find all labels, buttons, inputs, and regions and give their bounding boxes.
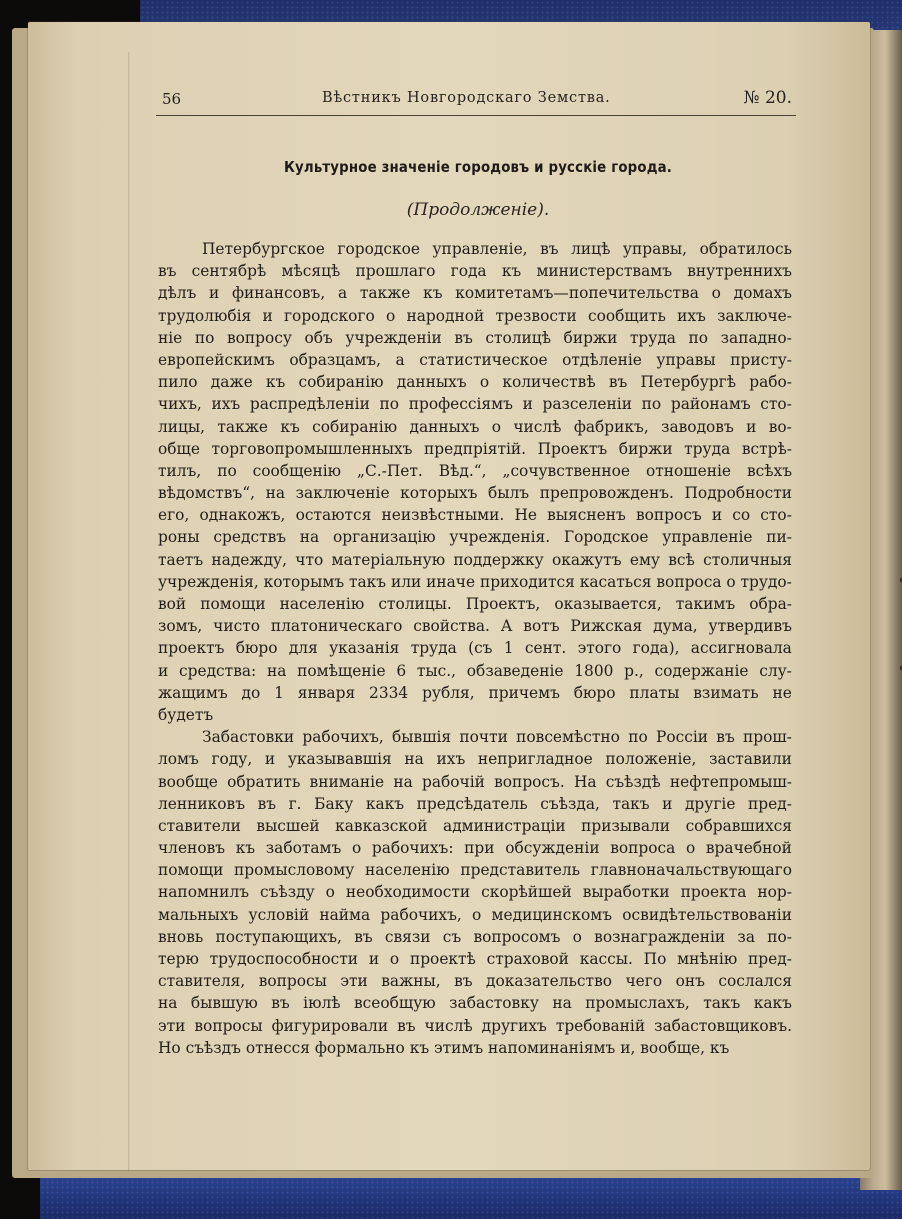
text-line: членовъ къ заботамъ о рабочихъ: при обсужденіи вопроса о врачебной: [158, 839, 792, 858]
text-line: проектъ бюро для указанія труда (съ 1 сент. этого года), ассигновала: [158, 639, 792, 658]
text-line: помощи промысловому населенію представитель главноначальствующаго: [158, 861, 792, 880]
text-line: и средства: на помѣщеніе 6 тыс., обзаведеніе 1800 р., содержаніе слу-: [158, 661, 792, 680]
text-line: будетъ: [158, 705, 214, 724]
journal-title: Вѣстникъ Новгородскаго Земства.: [322, 90, 611, 106]
text-line: напомнилъ съѣзду о необходимости скорѣйшей выработки проекта нор-: [158, 883, 792, 902]
text-line: мальныхъ условій найма рабочихъ, о медицинскомъ освидѣтельствованіи: [158, 905, 792, 924]
article-title: Культурное значенiе городовъ и русскiе города.: [283, 158, 673, 176]
text-line: его, однакожъ, остаются неизвѣстными. Не выясненъ вопросъ и со сто-: [158, 506, 792, 525]
text-line: тилъ, по сообщенію „С.-Пет. Вѣд.“, „сочувственное отношеніе всѣхъ: [158, 461, 792, 480]
text-line: на бывшую въ іюлѣ всеобщую забастовку на промыслахъ, такъ какъ: [158, 994, 792, 1013]
text-line: вообще обратить вниманіе на рабочій вопросъ. На съѣздѣ нефтепромыш-: [158, 772, 792, 791]
text-line: таетъ надежду, что матеріальную поддержку окажутъ ему всѣ столичныя: [158, 550, 792, 569]
running-header: [160, 90, 796, 114]
text-line: зомъ, чисто платоническаго свойства. А вотъ Рижская дума, утвердивъ: [158, 617, 792, 636]
text-line: Петербургское городское управленіе, въ лицѣ управы, обратилось: [202, 240, 792, 258]
text-line: вѣдомствъ“, на заключеніе которыхъ былъ препровожденъ. Подробности: [158, 484, 792, 503]
text-line: европейскимъ образцамъ, а статистическое отдѣленіе управы присту-: [158, 350, 792, 369]
text-line: Но съѣздъ отнесся формально къ этимъ напоминаніямъ и, вообще, къ: [158, 1038, 730, 1057]
text-line: учрежденія, которымъ такъ или иначе приходится касаться вопроса о трудо-: [158, 572, 792, 591]
text-line: терю трудоспособности и о проектѣ страховой кассы. По мнѣнію пред-: [158, 950, 792, 968]
gutter-fold: [128, 52, 131, 1172]
text-line: ломъ году, и указывавшія на ихъ непригладное положеніе, заставили: [158, 750, 792, 769]
text-line: пило даже къ собиранію данныхъ о количествѣ въ Петербургѣ рабо-: [158, 373, 792, 392]
text-line: эти вопросы фигурировали въ числѣ другихъ требованій забастовщиковъ.: [158, 1016, 792, 1035]
text-line: роны средствъ на организацію учрежденія. Городское управленіе пи-: [158, 528, 792, 547]
article-body: [158, 238, 792, 1059]
text-line: лицы, также къ собиранію данныхъ о числѣ фабрикъ, заводовъ и во-: [158, 417, 792, 436]
text-line: Забастовки рабочихъ, бывшія почти повсемѣстно по Россіи въ прош-: [202, 728, 792, 747]
text-line: ніе по вопросу объ учрежденіи въ столицѣ биржи труда по западно-: [158, 328, 792, 347]
text-line: въ сентябрѣ мѣсяцѣ прошлаго года къ министерствамъ внутреннихъ: [158, 262, 792, 281]
text-line: жащимъ до 1 января 2334 рубля, причемъ бюро платы взимать не: [158, 683, 792, 702]
article-subtitle: (Продолженіе).: [406, 200, 550, 220]
text-line: вой помощи населенію столицы. Проектъ, оказывается, такимъ обра-: [158, 595, 792, 613]
text-line: вновь поступающихъ, въ связи съ вопросомъ о вознагражденіи за по-: [158, 927, 792, 946]
header-rule: [156, 115, 796, 116]
page-number: 56: [162, 90, 182, 108]
text-line: ленниковъ въ г. Баку какъ предсѣдатель съѣзда, такъ и другіе пред-: [158, 794, 792, 813]
text-line: чихъ, ихъ распредѣленіи по профессіямъ и разселеніи по районамъ сто-: [158, 395, 792, 414]
text-line: дѣлъ и финансовъ, а также къ комитетамъ—попечительства о домахъ: [158, 284, 792, 303]
text-line: обще торговопромышленныхъ предпріятій. Проектъ биржи труда встрѣ-: [158, 439, 792, 458]
issue-number: № 20.: [743, 88, 792, 108]
text-line: ставители высшей кавказской администраціи призывали собравшихся: [158, 816, 792, 835]
text-line: ставителя, вопросы эти важны, въ доказательство чего онъ сослался: [158, 972, 792, 991]
text-line: трудолюбія и городского о народной трезвости сообщить ихъ заключе-: [158, 306, 792, 325]
